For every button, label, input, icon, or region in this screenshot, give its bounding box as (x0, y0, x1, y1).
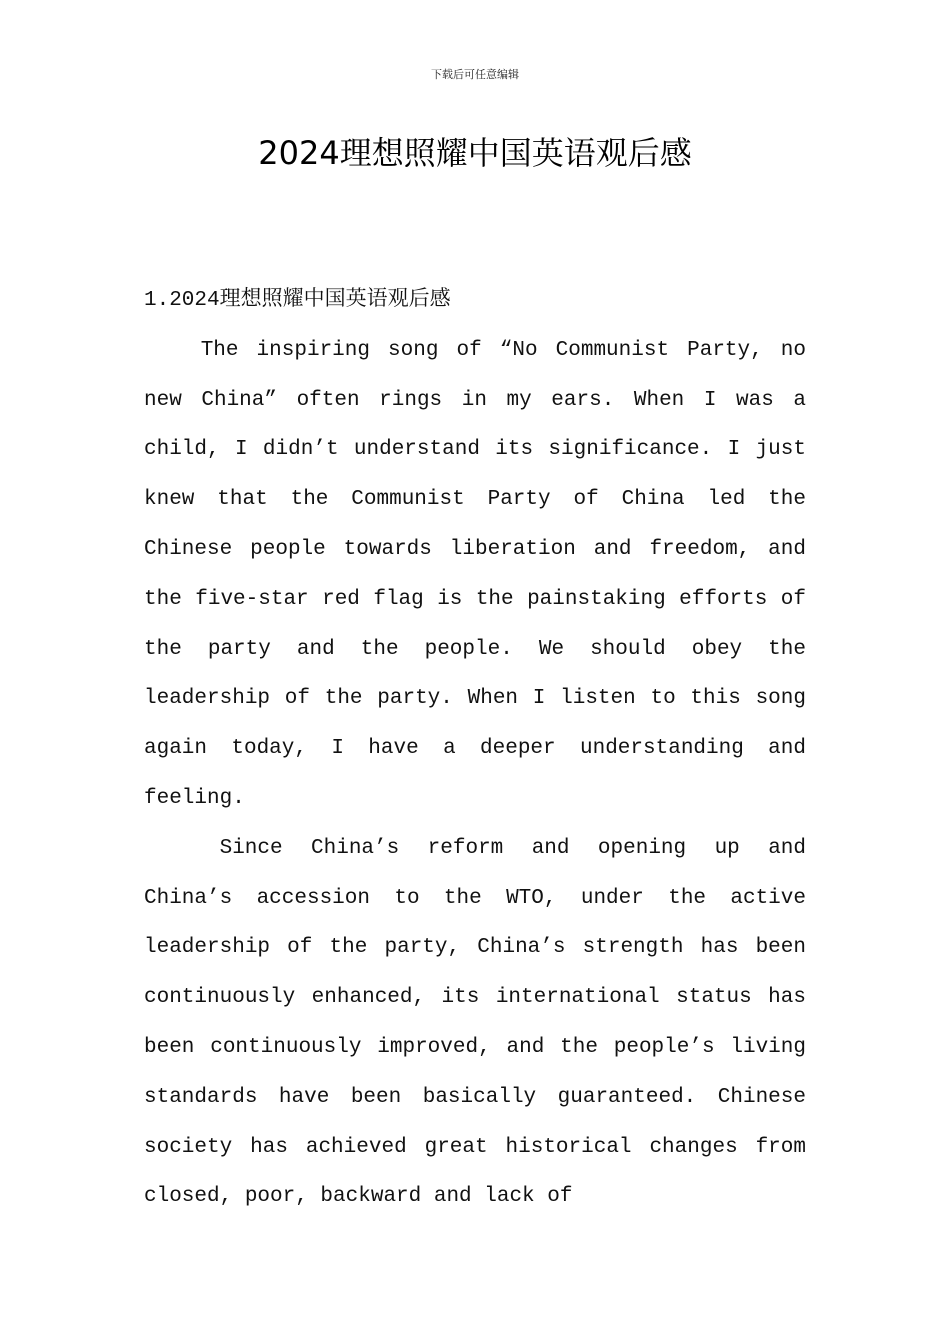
section-heading: 1.2024理想照耀中国英语观后感 (144, 289, 451, 312)
paragraph-2: Since China’s reform and opening up and China’s accession to the WTO, under the active leadership of the party, China’s strength has been continuously enhanced, its international status has been continuously improved, and the people’s living standards have been basically guaranteed. Chinese society has achieved great historical changes from closed, poor, backward and lack of (144, 836, 806, 1209)
document-body (144, 276, 806, 1222)
page-header-note: 下载后可任意编辑 (431, 68, 519, 81)
paragraph-1: The inspiring song of “No Communist Party, no new China” often rings in my ears. When I was a child, I didn’t understand its significance. I just knew that the Communist Party of China led the Chinese people towards liberation and freedom, and the five-star red flag is the painstaking efforts of the party and the people. We should obey the leadership of the party. When I listen to this song again today, I have a deeper understanding and feeling. (144, 338, 806, 810)
document-title: 2024理想照耀中国英语观后感 (258, 134, 692, 172)
